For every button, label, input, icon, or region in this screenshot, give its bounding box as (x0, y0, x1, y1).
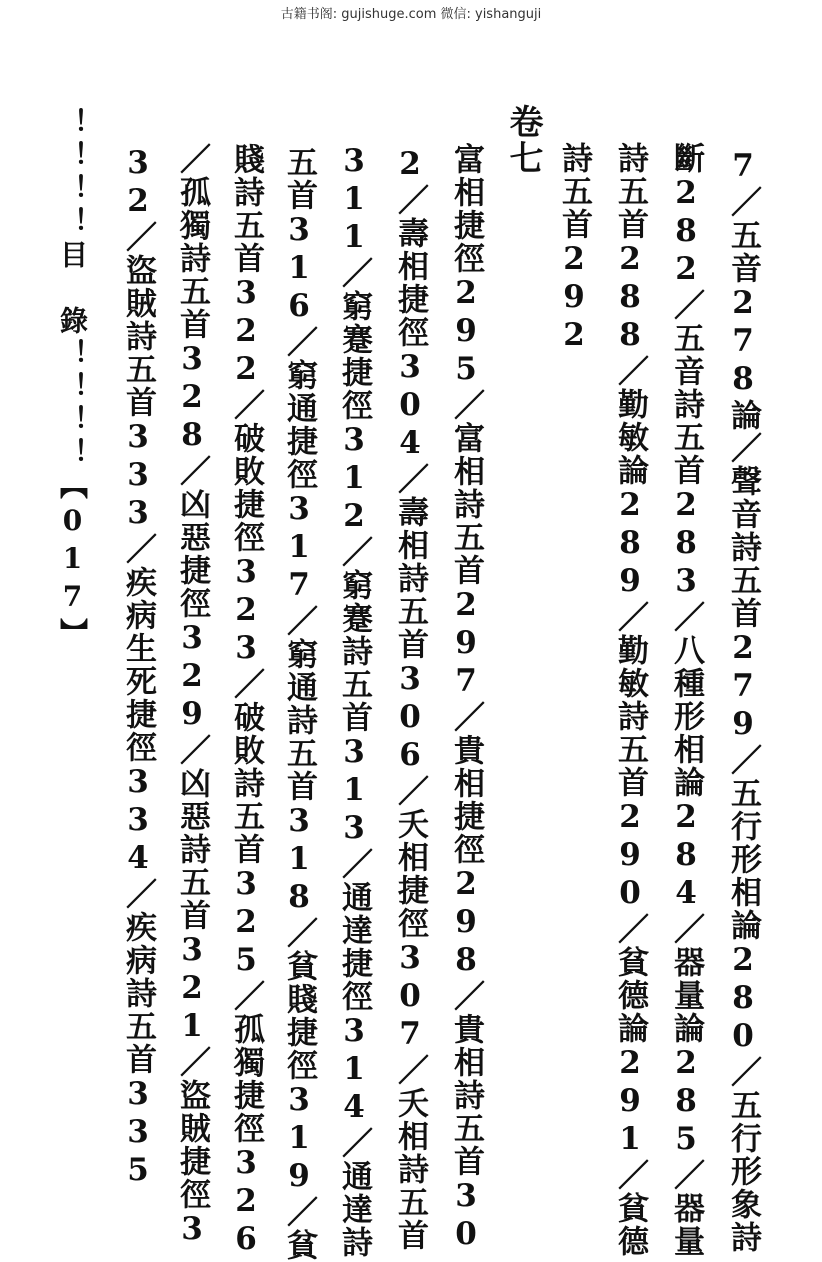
toc-column-2: 斷282／五音詩五首283／八種形相論284／器量論285／器量 (668, 142, 704, 1258)
watermark: 古籍书阁: gujishuge.com 微信: yishanguji (280, 7, 542, 22)
toc-column-6: 2／壽相捷徑304／壽相詩五首306／夭相捷徑307／夭相詩五首 (392, 146, 428, 1252)
toc-column-8: 五首316／窮通捷徑317／窮通詩五首318／貧賤捷徑319／貧 (281, 146, 317, 1262)
toc-column-9: 賤詩五首322／破敗捷徑323／破敗詩五首325／孤獨捷徑326 (228, 143, 264, 1259)
toc-column-5: 富相捷徑295／富相詩五首297／貴相捷徑298／貴相詩五首30 (448, 143, 484, 1254)
toc-column-10: ／孤獨詩五首328／凶惡捷徑329／凶惡詩五首321／盜賊捷徑3 (174, 143, 210, 1249)
toc-column-7: 311／窮蹇捷徑312／窮蹇詩五首313／通達捷徑314／通達詩 (336, 143, 372, 1259)
toc-column-4: 詩五首292 (556, 142, 592, 355)
toc-column-3: 詩五首288／勤敏論289／勤敏詩五首290／貧德論291／貧德 (612, 142, 648, 1258)
page-footer: ！！！！目 錄！！！！【017】 (56, 108, 89, 651)
toc-column-1: 7／五音278論／聲音詩五首279／五行形相論280／五行形象詩 (725, 148, 761, 1254)
toc-column-11: 32／盜賊詩五首333／疾病生死捷徑334／疾病詩五首335 (120, 145, 156, 1190)
volume-heading: 卷七 (503, 104, 543, 176)
